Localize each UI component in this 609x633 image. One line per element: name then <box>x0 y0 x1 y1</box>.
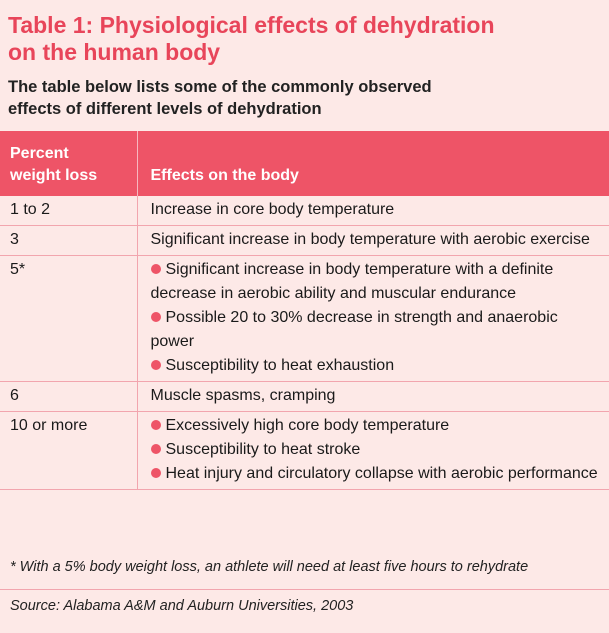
header-effects-on-body: Effects on the body <box>137 131 609 196</box>
effects-cell <box>137 226 609 256</box>
loss-cell: 5* <box>0 256 137 382</box>
table-header-row <box>0 131 609 196</box>
table-row <box>0 196 609 226</box>
bullet-dot-icon <box>151 468 161 478</box>
effects-cell <box>137 256 609 382</box>
bullet-dot-icon <box>151 360 161 370</box>
header-col1-line1: Percent <box>10 145 69 162</box>
table-subtitle-line1: The table below lists some of the commonly observed <box>8 78 432 96</box>
effects-cell <box>137 412 609 490</box>
effect-text: Heat injury and circulatory collapse with aerobic performance <box>165 465 598 482</box>
effect-bullet-item <box>151 414 604 438</box>
effect-text: Significant increase in body temperature with aerobic exercise <box>150 231 590 248</box>
loss-cell: 10 or more <box>0 412 137 490</box>
table-title-line2: on the human body <box>8 39 221 65</box>
header-percent-weight-loss <box>0 131 137 196</box>
effect-bullet-item <box>151 258 604 306</box>
effect-bullet-item <box>151 462 604 486</box>
effect-bullet-item <box>151 354 604 378</box>
table-row <box>0 226 609 256</box>
effect-text: Excessively high core body temperature <box>165 417 450 434</box>
effect-text: Possible 20 to 30% decrease in strength and anaerobic power <box>150 309 558 350</box>
table-footnote: * With a 5% body weight loss, an athlete will need at least five hours to rehydrate <box>0 553 609 590</box>
table-subtitle-line2: effects of different levels of dehydration <box>8 100 322 118</box>
effects-cell <box>137 196 609 226</box>
effect-bullet-item <box>151 306 604 354</box>
loss-cell: 6 <box>0 382 137 412</box>
effect-text: Susceptibility to heat stroke <box>165 441 361 458</box>
effect-text: Susceptibility to heat exhaustion <box>165 357 395 374</box>
bullet-dot-icon <box>151 264 161 274</box>
effect-bullet-item <box>151 438 604 462</box>
loss-cell: 3 <box>0 226 137 256</box>
effects-table <box>0 131 609 490</box>
table-source: Source: Alabama A&M and Auburn Universities, 2003 <box>10 598 354 614</box>
bullet-dot-icon <box>151 420 161 430</box>
bullet-dot-icon <box>151 444 161 454</box>
effect-text: Significant increase in body temperature with a definite decrease in aerobic ability and muscular endurance <box>150 261 554 302</box>
loss-cell: 1 to 2 <box>0 196 137 226</box>
table-title-line1: Table 1: Physiological effects of dehydration <box>8 12 495 38</box>
table-row <box>0 412 609 490</box>
table-row <box>0 382 609 412</box>
effect-text: Muscle spasms, cramping <box>150 387 336 404</box>
table-row <box>0 256 609 382</box>
table-title <box>0 0 609 66</box>
table-subtitle <box>0 66 609 120</box>
effects-cell <box>137 382 609 412</box>
bullet-dot-icon <box>151 312 161 322</box>
header-col1-line2: weight loss <box>10 167 98 184</box>
effect-text: Increase in core body temperature <box>150 201 395 218</box>
